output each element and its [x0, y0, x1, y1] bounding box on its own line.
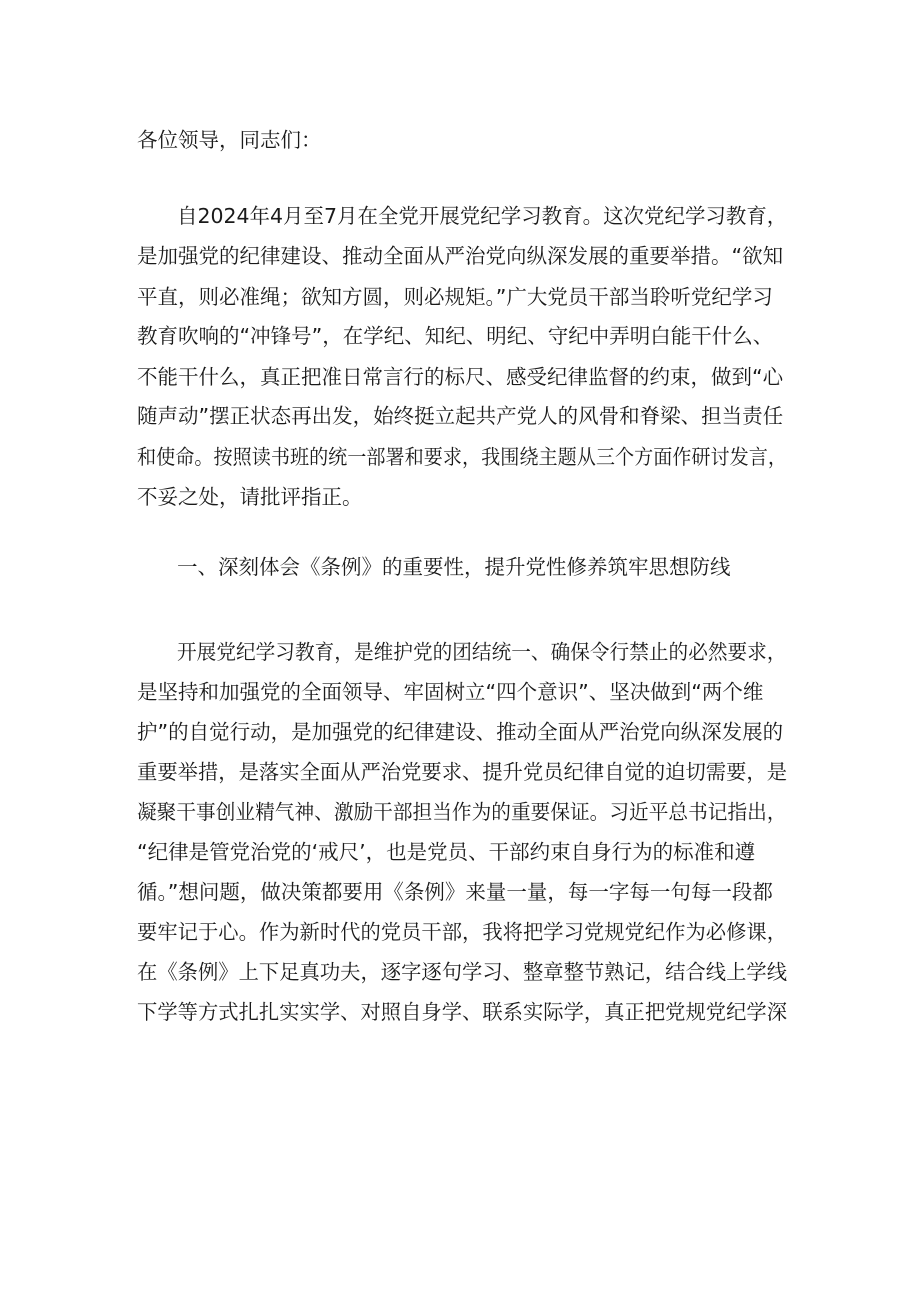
intro-line-7: 和使命。按照读书班的统一部署和要求，我围绕主题从三个方面作研讨发言，	[137, 445, 788, 469]
section1-line-2: 是坚持和加强党的全面领导、牢固树立“四个意识”、坚决做到“两个维	[137, 680, 764, 704]
section1-line-4: 重要举措，是落实全面从严治党要求、提升党员纪律自觉的迫切需要，是	[137, 760, 788, 784]
intro-line-1: 自2024年4月至7月在全党开展党纪学习教育。这次党纪学习教育，	[177, 204, 788, 228]
intro-line-6: 随声动”摆正状态再出发，始终挺立起共产党人的风骨和脊梁、担当责任	[137, 404, 784, 428]
section1-line-3: 护”的自觉行动，是加强党的纪律建设、推动全面从严治党向纵深发展的	[137, 720, 784, 744]
intro-line-8: 不妥之处，请批评指正。	[137, 485, 363, 509]
section1-line-10: 下学等方式扎扎实实学、对照自身学、联系实际学，真正把党规党纪学深	[137, 1000, 788, 1024]
section1-line-8: 要牢记于心。作为新时代的党员干部，我将把学习党规党纪作为必修课，	[137, 920, 788, 944]
salutation: 各位领导，同志们：	[137, 128, 322, 152]
section1-line-5: 凝聚干事创业精气神、激励干部担当作为的重要保证。习近平总书记指出，	[137, 800, 787, 824]
section1-line-7: 循。”想问题，做决策都要用《条例》来量一量，每一字每一句每一段都	[137, 880, 773, 904]
section1-line-9: 在《条例》上下足真功夫，逐字逐句学习、整章整节熟记，结合线上学线	[137, 960, 788, 984]
intro-line-4: 教育吹响的“冲锋号”，在学纪、知纪、明纪、守纪中弄明白能干什么、	[137, 324, 774, 348]
intro-line-5: 不能干什么，真正把准日常言行的标尺、感受纪律监督的约束，做到“心	[137, 365, 784, 389]
section1-line-6: “纪律是管党治党的‘戒尺’，也是党员、干部约束自身行为的标准和遵	[137, 840, 756, 864]
section-heading-1: 一、深刻体会《条例》的重要性，提升党性修养筑牢思想防线	[177, 555, 731, 579]
intro-line-3: 平直，则必准绳；欲知方圆，则必规矩。”广大党员干部当聆听党纪学习	[137, 285, 773, 309]
section1-line-1: 开展党纪学习教育，是维护党的团结统一、确保令行禁止的必然要求，	[177, 640, 787, 664]
intro-line-2: 是加强党的纪律建设、推动全面从严治党向纵深发展的重要举措。“欲知	[137, 244, 784, 268]
